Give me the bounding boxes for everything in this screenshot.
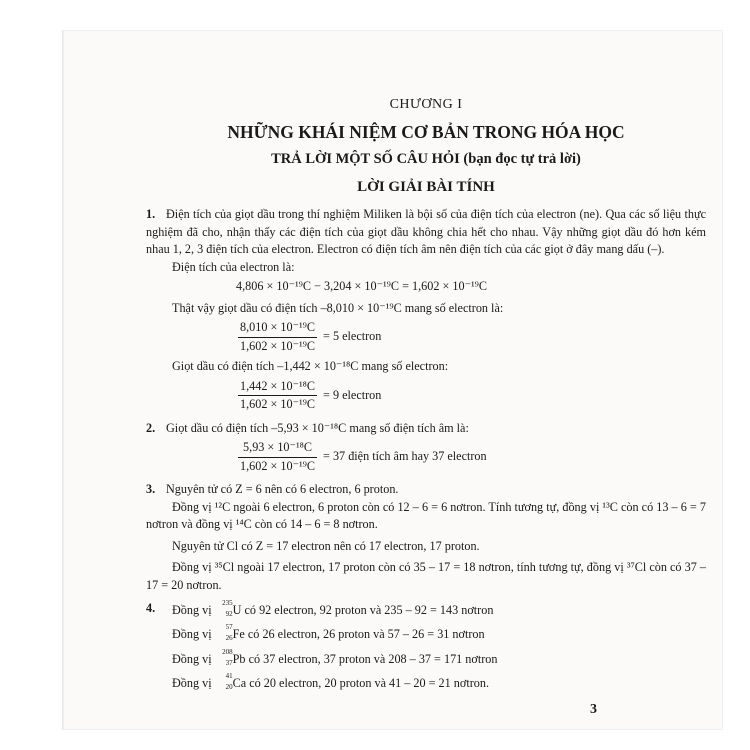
equation: 4,806 × 10⁻¹⁹C − 3,204 × 10⁻¹⁹C = 1,602 × 10⁻¹⁹C: [236, 279, 488, 293]
isotope-label: Đồng vị: [172, 602, 212, 617]
chapter-heading: CHƯƠNG I: [389, 97, 463, 112]
isotope-list: [146, 598, 706, 693]
section-title: LỜI GIẢI BÀI TÍNH: [357, 178, 495, 195]
isotope-row: [172, 674, 706, 693]
isotope-description: có 20 electron, 20 proton và 41 – 20 = 21 nơtron.: [249, 676, 490, 690]
page-content: [146, 96, 706, 693]
isotope-notation: 41 20: [225, 672, 233, 691]
fraction: $\frac{\text{8,010 × 10⁻¹⁹C}}{\text{1,602 × 10⁻¹⁹C}}$: [240, 320, 316, 353]
line: Giọt dầu có điện tích –1,442 × 10⁻¹⁸C mang số electron:: [172, 359, 449, 373]
page-number: 3: [590, 702, 597, 717]
line: Điện tích của electron là:: [172, 259, 295, 274]
problem-number: 4.: [146, 601, 156, 615]
fraction: $\frac{\text{1,442 × 10⁻¹⁸C}}{\text{1,602 × 10⁻¹⁹C}}$: [240, 378, 316, 411]
paragraph: Nguyên tử Cl có Z = 17 electron nên có 17 electron, 17 proton.: [172, 538, 480, 553]
isotope-notation: 235 92: [222, 598, 233, 618]
isotope-description: có 26 electron, 26 proton và 57 – 26 = 31 nơtron: [247, 627, 485, 641]
problem-number: 2.: [146, 420, 156, 435]
problem-text: Giọt dầu có điện tích –5,93 × 10⁻¹⁸C mang số điện tích âm là:: [166, 420, 469, 435]
chapter-title: NHỮNG KHÁI NIỆM CƠ BẢN TRONG HÓA HỌC: [227, 121, 625, 142]
element-symbol: Ca: [232, 676, 247, 690]
fraction-equation: $\frac{\text{1,442 × 10⁻¹⁸C}}{\text{1,602 × 10⁻¹⁹C}}$ = 9 electron: [146, 378, 706, 414]
isotope-description: có 37 electron, 37 proton và 208 – 37 = 171 nơtron: [248, 651, 498, 666]
problem-3: [146, 481, 706, 594]
problem-number: 1.: [146, 207, 156, 221]
fraction: $\frac{\text{5,93 × 10⁻¹⁸C}}{\text{1,602 × 10⁻¹⁹C}}$: [240, 440, 316, 473]
problem-2: [146, 420, 706, 476]
problem-text: Nguyên tử có Z = 6 nên có 6 electron, 6 proton.: [166, 482, 399, 496]
isotope-row: [172, 598, 706, 620]
isotope-label: Đồng vị: [172, 676, 212, 690]
subsection-title: TRẢ LỜI MỘT SỐ CÂU HỎI (bạn đọc tự trả lời): [271, 151, 581, 167]
isotope-description: có 92 electron, 92 proton và 235 – 92 = 143 nơtron: [244, 602, 494, 617]
element-symbol: Fe: [232, 627, 245, 641]
paragraph: Đồng vị ¹²C ngoài 6 electron, 6 proton còn có 12 – 6 = 6 nơtron. Tính tương tự, đồng vị ¹³C còn có 13 – 6 = 7 nơtron và đồng vị ¹⁴C còn có 14 – 6 = 8 nơtron.: [146, 499, 706, 531]
element-symbol: Pb: [232, 651, 246, 666]
problem-number: 3.: [146, 482, 156, 496]
problem-text: Điện tích của giọt dầu trong thí nghiệm Miliken là bội số của điện tích của electron (ne). Qua các số liệu thực nghiệm đã cho, nhận thấy các điện tích của giọt dầu không chia hết cho nhau. Vậy những giọt dầu đó hơn kém nhau 1, 2, 3 điện tích của electron. Electron có điện tích âm nên điện tích của các giọt ở đây mang dấu (–).: [146, 207, 706, 256]
fraction-equation: $\frac{\text{5,93 × 10⁻¹⁸C}}{\text{1,602 × 10⁻¹⁹C}}$ = 37 điện tích âm hay 37 electron: [146, 439, 706, 475]
fraction-equation: $\frac{\text{8,010 × 10⁻¹⁹C}}{\text{1,602 × 10⁻¹⁹C}}$ = 5 electron: [146, 319, 706, 355]
isotope-row: [172, 647, 706, 669]
line: Thật vậy giọt dầu có điện tích –8,010 × 10⁻¹⁹C mang số electron là:: [172, 300, 504, 315]
paragraph: Đồng vị ³⁵Cl ngoài 17 electron, 17 proton còn có 35 – 17 = 18 nơtron, tính tương tự, đồng vị ³⁷Cl còn có 37 – 17 = 20 nơtron.: [146, 560, 706, 592]
isotope-notation: 208 37: [222, 647, 233, 667]
problem-4: [146, 600, 706, 693]
isotope-row: [172, 625, 706, 644]
isotope-label: Đồng vị: [172, 651, 212, 666]
isotope-notation: 57 26: [225, 623, 233, 642]
problem-1: [146, 206, 706, 414]
element-symbol: U: [232, 602, 242, 617]
isotope-label: Đồng vị: [172, 627, 212, 641]
